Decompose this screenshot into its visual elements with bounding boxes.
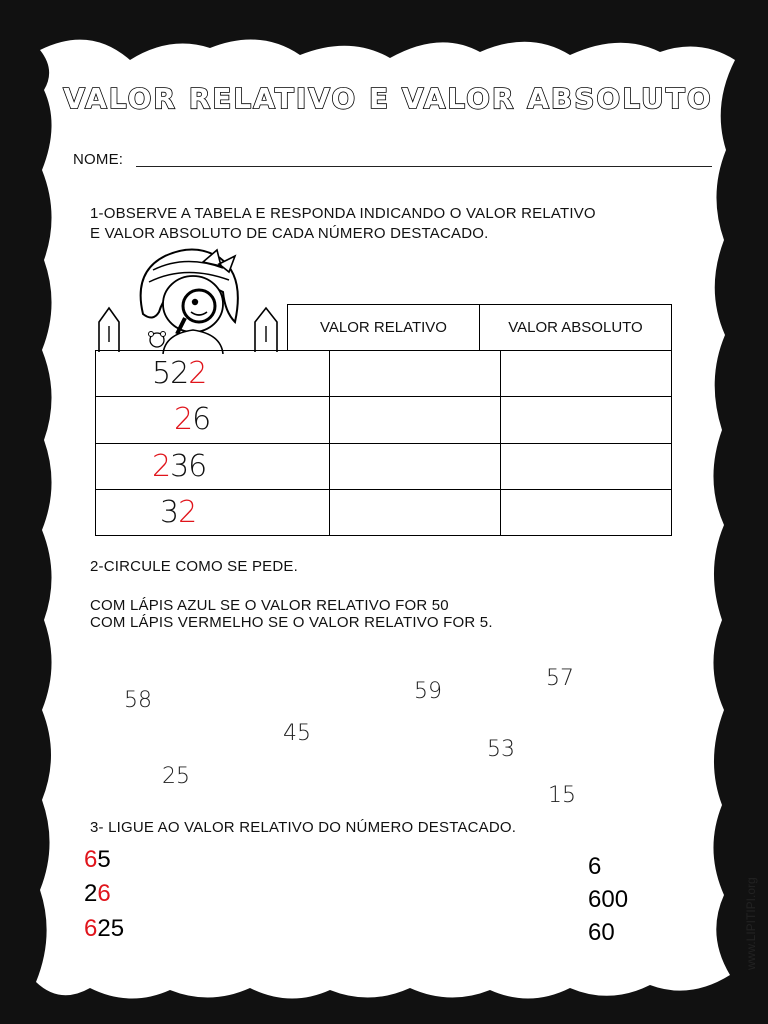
match-right-item[interactable]: 6 — [588, 853, 602, 880]
table-row — [96, 351, 672, 397]
number-cell: 522 — [96, 351, 330, 397]
q2-title: 2-CIRCULE COMO SE PEDE. — [90, 558, 298, 575]
relative-value-cell[interactable] — [329, 351, 500, 397]
header-valor-absoluto: VALOR ABSOLUTO — [479, 305, 671, 351]
absolute-value-cell[interactable] — [500, 397, 671, 443]
q2-line2: COM LÁPIS VERMELHO SE O VALOR RELATIVO FOR 5. — [90, 614, 493, 631]
circle-number[interactable]: 15 — [548, 783, 576, 808]
relative-value-cell[interactable] — [329, 397, 500, 443]
match-right-item[interactable]: 600 — [588, 886, 629, 913]
q1-text-line2: E VALOR ABSOLUTO DE CADA NÚMERO DESTACADO. — [90, 225, 489, 242]
name-field[interactable] — [136, 166, 712, 167]
match-left-item[interactable]: 625 — [84, 915, 125, 942]
circle-number[interactable]: 45 — [283, 721, 311, 746]
circle-number[interactable]: 59 — [414, 679, 442, 704]
match-left-item[interactable]: 26 — [84, 880, 111, 907]
number-cell: 26 — [96, 397, 330, 443]
absolute-value-cell[interactable] — [500, 489, 671, 535]
number-cell: 236 — [96, 443, 330, 489]
table-row — [96, 443, 672, 489]
q1-text-line1: 1-OBSERVE A TABELA E RESPONDA INDICANDO O VALOR RELATIVO — [90, 205, 596, 222]
q3-title: 3- LIGUE AO VALOR RELATIVO DO NÚMERO DESTACADO. — [90, 819, 517, 836]
number-cell: 32 — [96, 489, 330, 535]
table-row — [96, 489, 672, 535]
girl-magnifier-illustration — [95, 242, 295, 354]
circle-number[interactable]: 25 — [162, 764, 190, 789]
values-table — [95, 350, 672, 536]
page-title: VALOR RELATIVO E VALOR ABSOLUTO — [63, 82, 713, 115]
circle-number[interactable]: 53 — [487, 737, 515, 762]
header-valor-relativo: VALOR RELATIVO — [288, 305, 480, 351]
table-header — [287, 304, 672, 351]
absolute-value-cell[interactable] — [500, 443, 671, 489]
watermark: www.LIPITIPI.org — [744, 877, 758, 970]
match-right-item[interactable]: 60 — [588, 919, 615, 946]
circle-number[interactable]: 57 — [546, 666, 574, 691]
name-label: NOME: — [73, 151, 124, 168]
circle-number[interactable]: 58 — [124, 688, 152, 713]
relative-value-cell[interactable] — [329, 443, 500, 489]
match-left-item[interactable]: 65 — [84, 846, 111, 873]
relative-value-cell[interactable] — [329, 489, 500, 535]
table-row — [96, 397, 672, 443]
absolute-value-cell[interactable] — [500, 351, 671, 397]
q2-line1: COM LÁPIS AZUL SE O VALOR RELATIVO FOR 50 — [90, 597, 449, 614]
